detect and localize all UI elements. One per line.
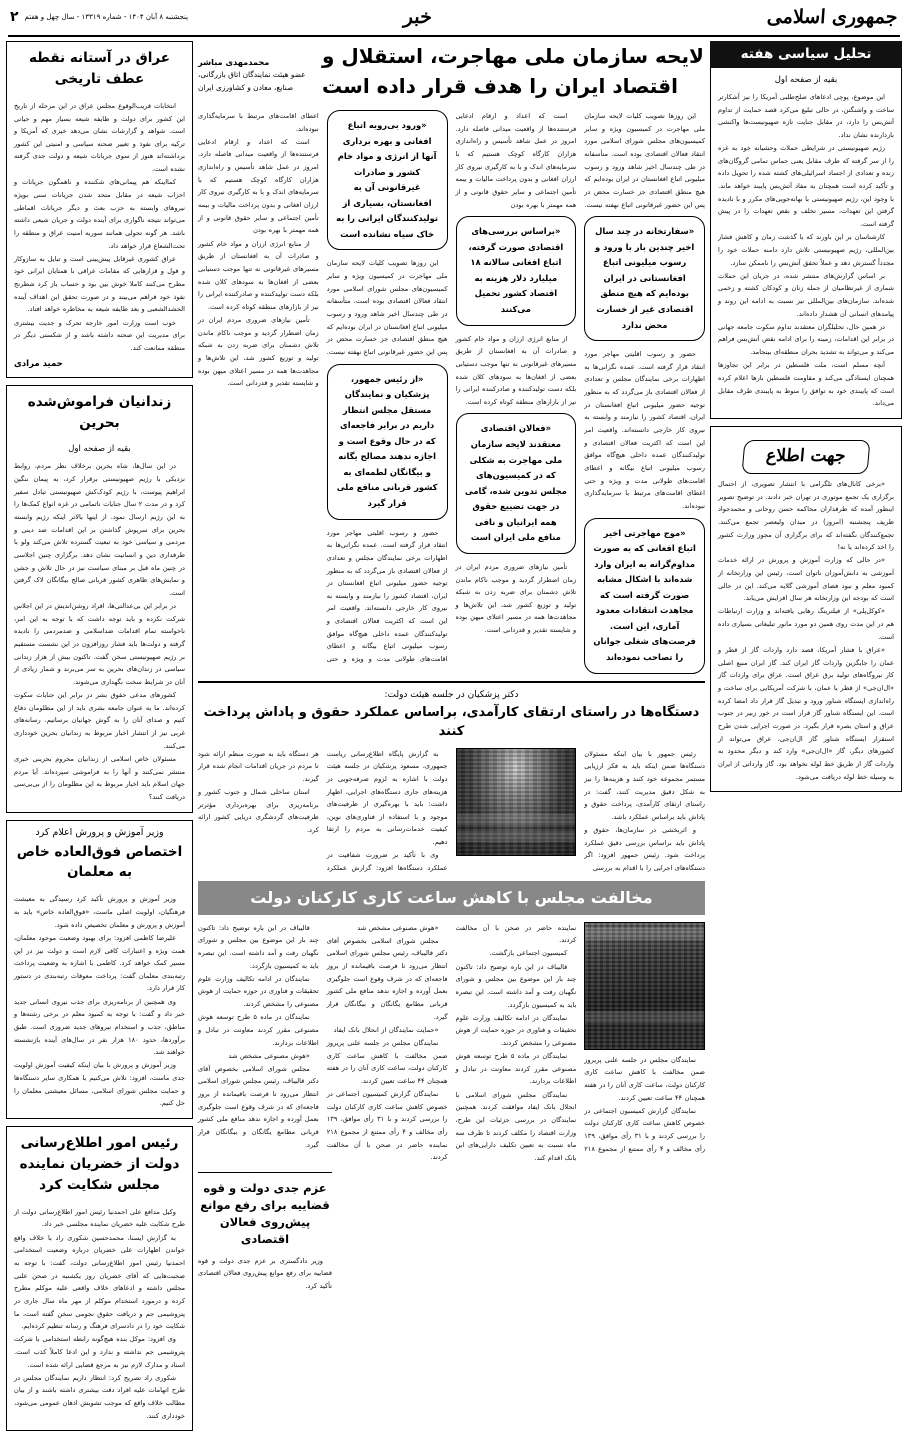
teachers-para: وزیر آموزش و پرورش تأکید کرد رسیدگی به معیشت فرهنگیان، اولویت اصلی ماست، «فوق‌العاده خاص» باید به آموزش و پرورش و معلمان تخصیص داده شود.	[14, 895, 185, 929]
masthead-info	[10, 9, 188, 25]
analysis-para: بر اساس گزارش‌های منتشر شده، در جریان این حملات شماری از غیرنظامیان از جمله زنان و کودکان کشته و زخمی شده‌اند. سازمان‌های بین‌المللی نیز نسبت به ادامه این روند و پیامدهای انسانی آن هشدار داده‌اند.	[718, 271, 894, 318]
analysis-para: رژیم صهیونیستی در شرایطی حملات وحشیانه خود به غزه را از سر گرفته که طرف مقابل یعنی حماس تمامی گروگان‌های زنده و تعدادی از اجساد اسرائیلی‌های کشته شده را تحویل داده و تأکید کرده است همچنان به مفاد آتش‌بس پایبند خواهد ماند. با وجود این، رژیم صهیونیستی با بهانه‌جویی‌های مکرر و با نادیده گرفتن این تعهدات، مسیر تخلف و نقض تعهدات را در پیش گرفته است.	[718, 144, 894, 229]
complaint-article-box	[6, 1126, 193, 1431]
teachers-para: علیرضا کاظمی افزود: برای بهبود وضعیت موجود معلمان، همت ویژه و اعتبارات کافی لازم است و دولت نیز در این مسیر کمک خواهد کرد. کاظمی با اشاره به وضعیت پرداخت رتبه‌بندی معلمان گفت: پرداخت معوقات رتبه‌بندی در دستور کار قرار دارد.	[14, 933, 185, 993]
complaint-headline: رئیس امور اطلاع‌رسانی دولت از خضریان نماینده مجلس شکایت کرد	[19, 1135, 180, 1193]
analysis-para: در همین حال، تحلیلگران معتقدند تداوم سکوت جامعه جهانی در برابر این اقدامات، زمینه را برای ادامه نقض آتش‌بس فراهم می‌کند و می‌تواند به تشدید بحران منطقه‌ای بینجامد.	[718, 322, 894, 357]
analysis-continued: بقیه از صفحه اول	[774, 75, 838, 85]
parliament-para: کمیسیون اجتماعی بازگشت.	[489, 949, 568, 958]
pull-quote: «سفارتخانه در چند سال اخیر چندین بار با ورود و رسوب میلیونی اتباع افغانستانی در ایران بوده‌ایم که هیچ منطق اقتصادی غیر از خسارت محض ندارد	[584, 216, 705, 341]
judiciary-divider	[198, 1172, 332, 1173]
pull-quote: «فعالان اقتصادی معتقدند لایحه سازمان ملی مهاجرت به شکلی که در کمیسیون‌های مجلس تدوین شده، گامی در جهت تضییع حقوق همه ایرانیان و نافی منافع ملی ایران است	[456, 413, 577, 553]
pezeshkian-para: وی با تأکید بر ضرورت شفافیت در عملکرد دستگاه‌ها افزود: گزارش عملکرد هر دستگاه باید به صورت منظم ارائه شود تا مردم در جریان اقدامات انجام شده قرار گیرند.	[198, 749, 448, 872]
pezeshkian-para: و اثربخشی در سازمان‌ها، حقوق و پاداش باید براساس بررسی دقیق عملکرد پرداخت شود. رئیس جمهور افزود: اگر دستگاه‌های اجرایی را با اقدام به بررسی	[584, 825, 705, 872]
lead-para: از منابع انرژی ارزان و مواد خام کشور و صادرات آن به افغانستان از طریق مسیرهای غیرقانونی نه تنها موجب دستیابی بعضی از افغان‌ها به سودهای کلان شده بلکه دست تولیدکننده و صادرکننده ایرانی را نیز از بازارهای منطقه کوتاه کرده است.	[455, 334, 577, 406]
bahrain-para: مسئولان خاص اسلامی از زندانیان محروم بحرینی خبری منتشر نمی‌کنند و آنها را به فراموشی سپرده‌اند. آیا مردم جهان اسلام باید اخبار مربوط به این مظلومان را از بی‌بی‌سی دریافت کنند؟	[14, 754, 185, 801]
iraq-para: عراق کشوری غیرقابل پیش‌بینی است و تبایل به سازوکار و قول و قرارهایی که مقامات عراقی با همتایان ایرانی خود مطرح می‌کنند کاملا خوش بین بود و حساب باز کرد شطرنج نفوذ خود فراهم می‌بیند و در صورت تحقق این اهداف آینده الحشدالشعبی و بعد طایفه شیعه به مخاطره خواهد افتاد.	[14, 254, 185, 314]
pull-quote: «از رئیس جمهور، پزشکیان و نمایندگان مستقل مجلس انتظار داریم در برابر فاجعه‌ای که در حال وقوع است و اجازه ندهند مصالح یگانه و بیگانگان لطمه‌ای به کشور قربانی منافع ملی قرار گیرد	[327, 364, 448, 520]
pezeshkian-para: رئیس جمهور با بیان اینکه مسئولان دستگاه‌ها ضمن اینکه باید به فکر ارزیابی مستمر مجموعه خود کنند و هزینه‌ها را نیز به شکل دقیق مدیریت کنند، گفت: در راستای ارتقای کارآمدی، پرداخت حقوق و پاداش باید براساس عملکرد باشد.	[584, 749, 705, 821]
lead-para: این روزها تصویب کلیات لایحه سازمان ملی مهاجرت در کمیسیون ویژه و سایر کمیسیون‌های مجلس شورای اسلامی مورد انتقاد فعالان اقتصادی بوده است. متأسفانه در طی چندسال اخیر شاهد ورود و رسوب میلیونی اتباع افغانستان در ایران بوده‌ایم که هیچ منطق اقتصادی جز خسارت محض در پس این حضور غیرقانونی اتباع نهفته نیست.	[584, 112, 705, 209]
bahrain-para: در برابر این بی‌عدالتی‌ها، افراد روشن‌اندیش در این اجلاس شرکت نکرده و باید توجه داشت که با توجه به این امر، ناخواسته تمام اقدامات ضداسلامی و ضدمردمی را نادیده گرفته و دولت‌ها باید فشار روزافزون در این نشست مستقیم بر رژیم صهیونیستی سخن گفت. تاکنون بیش از هزار زندانی سیاسی در زندان‌های بحرین به سر می‌برند و شمار زیادی از آنان در شرایط سخت نگهداری می‌شوند.	[14, 602, 185, 686]
teachers-kicker: وزیر آموزش و پرورش اعلام کرد	[35, 826, 164, 838]
jahat-etela-box	[710, 426, 902, 792]
parliament-para: نمایندگان در ادامه تکالیف وزارت علوم تحقیقات و فناوری در حوزه حمایت از هوش مصنوعی را مشخص کردند.	[198, 974, 319, 1009]
iraq-para: خوب است وزارت امور خارجه تحرک و جدیت بیشتری برای مدیریت این صحنه داشته باشد و از شکستی دیگر در منطقه ممانعت کند.	[14, 318, 185, 352]
iraq-para: کمااینکه هم پیمانی‌های شکننده و ناهمگون جریانات و احزاب شیعه در مقابل متحد شدن جریانات سنی بویژه نیروهای وابسته به حزب بعث و دیگر جریانات اقماطی می‌تواند نتیجه ناگواری برای آینده دولت و جریان شیعی داشته باشد. هر گونه تحولی همانند سوریه امنیت عراق و منطقه را تحت‌الشعاع قرار خواهد داد.	[14, 178, 185, 250]
pezeshkian-para: استان ساحلی شمال و جنوب کشور و برنامه‌ریزی برای بهره‌برداری مؤثرتر ظرفیت‌های گردشگری دریایی کشور ارائه کرد.	[198, 788, 319, 834]
analysis-box	[710, 68, 902, 419]
parliament-para: نمایندگان گزارش کمیسیون اجتماعی در خصوص کاهش ساعت کاری کارکنان دولت را بررسی کردند و با ۳۱ رأی موافق، ۱۳۹ رأی مخالف و ۴ رأی ممتنع از مجموع ۲۱۸ نماینده حاضر در صحن با آن مخالفت کردند.	[455, 923, 706, 1153]
author-role: عضو هیئت نمایندگان اتاق بازرگانی، صنایع، معادن و کشاورزی ایران	[198, 70, 306, 92]
lead-para: تأمین نیازهای ضروری مردم ایران در زمان اضطرار گردید و موجب ناکام ماندن تلاش دشمنان برای ضربه زدن به شبکه تولید و توزیع کشور شد، این تلاش‌ها و مجاهدت‌ها همه در مسیر اعتلای میهن بوده و شایسته تقدیر و قدردانی است.	[198, 316, 319, 388]
left-sidebar	[6, 41, 193, 1438]
parliament-para: نمایندگان در ادامه تکالیف وزارت علوم تحقیقات و فناوری در حوزه حمایت از هوش مصنوعی را مشخص کردند.	[455, 1013, 577, 1047]
pull-quote: «موج مهاجرتی اخیر اتباع افغانی که به صورت مداوم‌گرانه به ایران وارد شده‌اند با اشکال مشابه صورت گرفته است که مجاهدت انتقادات معدود آماری، این است. فرصت‌های شغلی جوانان را تصاحب نموده‌اند	[584, 518, 705, 674]
parliament-para: مجلس شورای اسلامی بخصوص آقای دکتر قالیباف، رئیس مجلس شورای اسلامی انتظار می‌رود تا فرصت باقیمانده از بروز فاجعه‌ای که در شرف وقوع است جلوگیری بعمل آورده و اجازه ندهد منافع ملی کشور قربانی مطامع یگانگان و بیگانگان قرار گیرد.	[198, 1064, 319, 1149]
bahrain-para: کشورهای مدعی حقوق بشر در برابر این جنایات سکوت کرده‌اند. ما به عنوان جامعه بشری باید از این مظلومان دفاع کنیم و صدای آنان را به گوش جهانیان برسانیم. رسانه‌های غربی نیز از انتشار اخبار مربوط به زندانیان بحرین خودداری می‌کنند.	[14, 691, 185, 750]
parliament-subhead: نمایندگان مجلس شورای اسلامی با انحلال بانک ایفاد موافقت کردند. همچنین نمایندگان در بررسی جزئیات این طرح، وزارت اقتصاد را مکلف کردند تا ظرف سه ماه نسبت به تعیین تکلیف دارایی‌های این بانک اقدام کند.	[455, 1090, 577, 1162]
bahrain-continued: بقیه از صفحه اول	[68, 444, 131, 455]
complaint-para: به گزارش ایسنا، محمدحسین شکوری راد با خلاف واقع خواندن اظهارات علی خضریان درباره وضعیت استخدامی احمدنیا رئیس امور اطلاع‌رسانی دولت، گفت: با توجه به صحبت‌هایی که آقای خضریان روز یکشنبه در صحن علنی مجلس داشته و ادعاهای خلاف واقعی علیه موکلم مطرح کرده و درمورد استخدام موکلم از مهر ماه سال جاری در پتروشیمی جم و دریافت حقوق نجومی سخن گفته است، ما شکایت خود را در دادسرای فرهنگ و رسانه تنظیم کرده‌ایم.	[14, 1233, 185, 1331]
iraq-byline: حمید مرادی	[14, 359, 63, 370]
bahrain-headline: زندانیان فراموش‌شده بحرین	[27, 394, 172, 432]
lead-para: تأمین نیازهای ضروری مردم ایران در زمان اضطرار گردید و موجب ناکام ماندن تلاش دشمنان برای ضربه زدن به شبکه تولید و توزیع کشور شد، این تلاش‌ها و مجاهدت‌ها همه در مسیر اعتلای میهن بوده و شایسته تقدیر و قدردانی است.	[455, 562, 577, 635]
lead-para: است که اعداد و ارقام ادعایی فرستنده‌ها از واقعیت میدانی فاصله دارد. امروز در عمل شاهد تأسیس و راه‌اندازی هزاران کارگاه کوچک هستیم که با سرمایه‌های اندک و با به کارگیری نیروی کار ارزان افغانی و بدون پرداخت مالیات و بیمه تأمین اجتماعی و سایر حقوق قانونی و از همه مهمتر با بهره بودن	[455, 112, 577, 209]
parliament-body	[198, 922, 705, 1165]
parliament-para: «حمایت نمایندگان از انحلال بانک ایفاد	[333, 1025, 439, 1034]
analysis-header: تحلیل سیاسی هفته	[710, 41, 902, 68]
bahrain-article-box	[6, 385, 193, 812]
section-divider	[198, 681, 705, 683]
masthead	[6, 0, 902, 34]
parliament-para: نمایندگان در ماده ۵ طرح توسعه هوش مصنوعی مقرر کردند معاونت در تبادل و اطلاعات بردارند.	[198, 1013, 319, 1047]
pull-quote: «براساس بررسی‌های اقتصادی صورت گرفته، اتباع افغانی سالانه ۱۸ میلیارد دلار هزینه به اقتصاد کشور تحمیل می‌کنند	[456, 216, 577, 325]
lead-para: از منابع انرژی ارزان و مواد خام کشور و صادرات آن به افغانستان از طریق مسیرهای غیرقانونی نه تنها موجب دستیابی بعضی از افغان‌ها به سودهای کلان شده بلکه دست تولیدکننده و صادرکننده ایرانی را نیز از بازارهای منطقه کوتاه کرده است.	[198, 239, 319, 311]
right-sidebar	[710, 41, 902, 799]
analysis-para: آنچه مسلم است، ملت فلسطین در برابر این تجاوزها همچنان ایستادگی می‌کند و مقاومت فلسطین بارها اعلام کرده است که پایبندی خود به توافق را منوط به پایبندی طرف مقابل می‌داند.	[718, 361, 894, 408]
parliament-para: «هوش مصنوعی مشخص شد	[228, 1051, 310, 1060]
parliament-session-photo	[584, 922, 705, 1050]
center-column	[198, 41, 705, 1293]
parliament-para: قالیباف در این باره توضیح داد: تاکنون چند بار این موضوع بین مجلس و شورای نگهبان رفت و آمد داشته است. این تبصره باید به کمیسیون بازگردد.	[455, 962, 577, 1009]
cabinet-meeting-photo	[456, 748, 577, 856]
teachers-headline: اختصاص فوق‌العاده خاص به معلمان	[16, 843, 183, 881]
jahat-etela-logo: جهت اطلاع	[742, 440, 870, 474]
author-name: محمدمهدی مباشر	[198, 57, 270, 67]
pezeshkian-article	[198, 690, 705, 875]
parliament-para: نمایندگان مجلس در جلسه علنی پریروز ضمن مخالفت با کاهش ساعت کاری کارکنان دولت، ساعت کاری آنان را در هفته همچنان ۴۴ ساعت تعیین کردند.	[584, 1055, 705, 1102]
lead-para: این روزها تصویب کلیات لایحه سازمان ملی مهاجرت در کمیسیون ویژه و سایر کمیسیون‌های مجلس شورای اسلامی مورد انتقاد فعالان اقتصادی بوده است. متأسفانه در طی چندسال اخیر شاهد ورود و رسوب میلیونی اتباع افغانستان در ایران بوده‌ایم که هیچ منطق اقتصادی جز خسارت محض در پس این حضور غیرقانونی اتباع نهفته نیست.	[326, 259, 448, 356]
teachers-para: وی همچنین از برنامه‌ریزی برای جذب نیروی انسانی جدید خبر داد و گفت: با توجه به کمبود معلم در برخی رشته‌ها و مناطق، جذب و استخدام نیروهای جدید ضروری است. طبق برآوردها، حدود ۱۸۰ هزار نفر در سال‌های آینده بازنشسته خواهند شد.	[14, 997, 186, 1057]
iraq-para: انتخابات قریب‌الوقوع مجلس عراق در این مرحله از تاریخ این کشور برای دولت و طایفه شیعه بسیار مهم و حیاتی است. شواهد و گزارشات نشان می‌دهد خیزی که آمریکا و ترکیه برای نفوذ و تغییر صحنه سیاسی و امنیتی این کشور برداشته‌اند هنوز از سوی جریانات شیعه و دولت جدی گرفته نشده است.	[14, 101, 185, 174]
pezeshkian-para: به گزارش پایگاه اطلاع‌رسانی ریاست جمهوری، مسعود پزشکیان در جلسه هیئت دولت با اشاره به لزوم صرفه‌جویی در هزینه‌های جاری دستگاه‌های اجرایی، اظهار داشت: باید با بهره‌گیری از ظرفیت‌های موجود و با استفاده از فناوری‌های نوین، کیفیت خدمات‌رسانی به مردم را ارتقا دهیم.	[326, 749, 448, 847]
lead-author-block	[198, 41, 310, 95]
pezeshkian-body	[198, 748, 705, 875]
lead-headline-block	[198, 41, 705, 101]
newspaper-logo: جمهوری اسلامی	[766, 6, 899, 28]
parliament-para: قالیباف در این باره توضیح داد: تاکنون چند بار این موضوع بین مجلس و شورای نگهبان رفت و آمد داشته است. این تبصره باید به کمیسیون بازگردد.	[198, 923, 319, 970]
bahrain-para: در این سال‌ها، شاه بحرین برخلاف نظر مردم، روابط نزدیکی با رژیم صهیونیستی برقرار کرد، به پیمان ننگین ابراهیم پیوست، با رژیم کودک‌کش صهیونیستی تبادل سفیر کرد و در مدت ۲ سال جنایات ناتمامی در غزه انواع کمک‌ها را به این رژیم ارسال نمود. از اینها بالاتر اینکه رژیم وابسته بحرین برای سرپوش گذاشتن بر این اقدامات ضد دینی و مردمی و سیاسی خود به تبعیت گسترده تلاش می‌کند ولو با طرفداری دین و انسانیت نشان دهد. برگزاری چنین اجلاسی در چنین ماه قبل بر مبنای سیاست نیز در حال تلاش و جشن و نمایش‌های ظاهری کشور قربانی صالح بیگانگان لاک گرفتن است.	[14, 462, 185, 597]
parliament-para: نمایندگان گزارش کمیسیون اجتماعی در خصوص کاهش ساعت کاری کارکنان دولت را بررسی کردند و با ۳۱ رأی موافق، ۱۳۹ رأی مخالف و ۴ رأی ممتنع از مجموع ۲۱۸ نماینده حاضر در صحن با آن مخالفت کردند.	[326, 1090, 448, 1162]
iraq-headline: عراق در آستانه نقطه عطف تاریخی	[29, 50, 170, 87]
lead-para: حضور و رسوب اقلیتی مهاجر مورد انتقاد قرار گرفته است. عمده نگرانی‌ها به اظهارات برخی نمایندگان مجلس و تعدادی از فعالان اقتصادی باز می‌گردد که به منظور توجیه حضور میلیونی اتباع افغانستان در ایران، اقتصاد کشور را نیازمند و وابسته به نیروی کار خارجی دانسته‌اند. واقعیت امر این است که اکثریت فعالان اقتصادی و تولیدکنندگان عمده داخلی هیچ‌گاه موافق رسوب میلیونی اتباع بیگانه و اعطای اقامت‌های طولانی مدت و ویژه و حتی اعطای اقامت‌های مرتبط با سرمایه‌گذاری نبوده‌اند.	[198, 112, 448, 664]
pezeshkian-headline: دستگاه‌ها در راستای ارتقای کارآمدی، براساس عملکرد حقوق و پاداش پرداخت کنند	[203, 704, 700, 740]
lead-headline: لایحه سازمان ملی مهاجرت، استقلال و اقتصاد ایران را هدف قرار داده است	[322, 44, 704, 98]
jahat-etela-logo-wrap	[718, 433, 894, 478]
analysis-para: کارشناسان بر این باورند که با گذشت زمان و کاهش فشار بین‌المللی، رژیم صهیونیستی تلاش دارد دامنه حملات خود را مجدداً گسترش دهد و عملاً تحقق آتش‌بس را ناممکن سازد.	[718, 233, 894, 267]
lead-para: است که اعداد و ارقام ادعایی فرستنده‌ها از واقعیت میدانی فاصله دارد. امروز در عمل شاهد تأسیس و راه‌اندازی هزاران کارگاه کوچک هستیم که با سرمایه‌های اندک و با به کارگیری نیروی کار ارزان افغانی و بدون پرداخت مالیات و بیمه تأمین اجتماعی و سایر حقوق قانونی و از همه مهمتر با بهره بودن	[198, 137, 319, 235]
complaint-para: شکوری راد تصریح کرد: انتظار داریم نمایندگان مجلس در طرح اتهامات علیه افراد دقت بیشتری داشته باشند و از بیان مطالب خلاف واقع که موجب تشویش اذهان عمومی می‌شود، خودداری کنند.	[14, 1373, 185, 1420]
analysis-para: این موضوع، پوچی ادعاهای صلح‌طلبی آمریکا را نیز آشکارتر ساخت و واشنگتن، در حالی تبلیغ می‌کرد قصد حمایت از تداوم آتش‌بس را دارد، در مقابل جنایت تازه صهیونیست‌ها واکنشی بازدارنده نشان نداد.	[718, 93, 894, 139]
parliament-para: «هوش مصنوعی مشخص شد	[357, 923, 439, 932]
jahat-item: «عراق با فشار آمریکا، قصد دارد واردات گاز از قطر و عمان را جایگزین واردات گاز ایران کند. گاز ایران منبع اصلی کار نیروگاه‌های تولید برق عراق است. عراق برای واردات گاز «ال‌ان‌جی» از قطر یا عمان، با شرکت آمریکایی برای ساخت و راه‌اندازی ایستگاه شناور ورود و تبدیل گاز قرار داد امضا کرده است. این ایستگاه شناور گاز قرار است در خور زبیر در جنوب عراق و استان بصره قرار بگیرد. در صورت اجرایی شدن طرح استقرار ایستگاه شناور گاز ال‌ان‌جی، عراق می‌تواند از کشورهای دیگر، گاز «ال‌ان‌جی» وارد کند و دیگر محدود به واردات گاز از طریق خط لوله نخواهد بود. گاز وارداتی از ایران به وسیله خط لوله دریافت می‌شود.	[718, 645, 894, 781]
parliament-para: نمایندگان مجلس در جلسه علنی پریروز ضمن مخالفت با کاهش ساعت کاری کارکنان دولت، ساعت کاری آنان را در هفته همچنان ۴۴ ساعت تعیین کردند.	[326, 1039, 448, 1085]
judiciary-para: وزیر دادگستری بر عزم جدی دولت و قوه قضاییه برای رفع موانع پیش‌روی فعالان اقتصادی تأکید کرد.	[198, 1256, 332, 1290]
page-number: ۲	[10, 9, 19, 25]
teachers-article-box	[6, 820, 193, 1120]
judiciary-article	[198, 1172, 332, 1293]
teachers-para: وزیر آموزش و پرورش با بیان اینکه کیفیت آموزش اولویت جدی ماست، افزود: تلاش می‌کنیم با همکاری سایر دستگاه‌ها و حمایت مجلس شورای اسلامی، مسائل معیشتی معلمان را حل کنیم.	[14, 1061, 185, 1108]
lead-para: حضور و رسوب اقلیتی مهاجر مورد انتقاد قرار گرفته است. عمده نگرانی‌ها به اظهارات برخی نمایندگان مجلس و تعدادی از فعالان اقتصادی باز می‌گردد که به منظور توجیه حضور میلیونی اتباع افغانستان در ایران، اقتصاد کشور را نیازمند و وابسته به نیروی کار خارجی دانسته‌اند. واقعیت امر این است که اکثریت فعالان اقتصادی و تولیدکنندگان عمده داخلی هیچ‌گاه موافق رسوب میلیونی اتباع بیگانه و اعطای اقامت‌های طولانی مدت و ویژه و حتی اعطای اقامت‌های مرتبط با سرمایه‌گذاری نبوده‌اند.	[584, 350, 705, 510]
iraq-article-box	[6, 41, 193, 378]
judiciary-headline: عزم جدی دولت و قوه قضاییه برای رفع موانع پیش‌روی فعالان اقتصادی	[200, 1180, 330, 1247]
lead-article-body	[198, 110, 705, 674]
parliament-headline: مخالفت مجلس با کاهش ساعت کاری کارکنان دولت	[198, 881, 705, 915]
parliament-para: نمایندگان در ماده ۵ طرح توسعه هوش مصنوعی مقرر کردند معاونت در تبادل و اطلاعات بردارند.	[455, 1052, 577, 1086]
pull-quote: «ورود بی‌رویه اتباع افغانی و بهره برداری آنها از انرژی و مواد خام کشور و صادرات غیرقانونی آن به افغانستان، بسیاری از تولیدکنندگان ایرانی را به خاک سیاه نشانده است	[327, 110, 448, 250]
complaint-para: وی افزود: موکل بنده هیچ‌گونه رابطه استخدامی با شرکت پتروشیمی جم نداشته و ندارد و این ادعا کاملاً کذب است. اسناد و مدارک لازم نیز به مرجع قضایی ارائه شده است.	[14, 1335, 185, 1369]
parliament-para: مجلس شورای اسلامی بخصوص آقای دکتر قالیباف، رئیس مجلس شورای اسلامی انتظار می‌رود تا فرصت باقیمانده از بروز فاجعه‌ای که در شرف وقوع است جلوگیری بعمل آورده و اجازه ندهد منافع ملی کشور قربانی مطامع یگانگان و بیگانگان قرار گیرد.	[326, 936, 448, 1021]
jahat-item: «برخی کانال‌های تلگرامی با انتشار تصویری، از احتمال برگزاری یک تجمع موتوری در تهران خبر دادند. در توضیح تصویر اینطور آمده که طرفداران محاکمه حسن روحانی و محمدجواد ظریف پنجشنبه (امروز) در میدان ولیعصر تجمع می‌کنند. تجمع‌کنندگان نگفته‌اند که برای برگزاری آن مجوز وزارت کشور را اخذ کرده‌اند یا نه!	[718, 479, 894, 552]
pezeshkian-kicker: دکتر پزشکیان در جلسه هیئت دولت:	[384, 689, 519, 700]
masthead-rule	[8, 35, 900, 37]
jahat-item: «در حالی که وزارت آموزش و پرورش در ارائه خدمات آموزشی به دانش‌آموزان ناتوان است، رئیس این وزارتخانه از کمبود معلم و نبود فضای آموزشی گلایه می‌کند. این در حالی است که بودجه این وزارتخانه هر سال افزایش می‌یابد.	[718, 556, 894, 603]
page-body	[6, 41, 902, 1420]
complaint-para: وکیل مدافع علی احمدنیا رئیس امور اطلاع‌رسانی دولت از طرح شکایت علیه خضریان نماینده مجلسی خبر داد.	[14, 1207, 185, 1229]
dateline: پنجشنبه ۸ آبان ۱۴۰۴ - شماره ۱۳۳۱۹ - سال چهل و هفتم	[24, 13, 189, 21]
section-title: خبر	[402, 6, 433, 28]
jahat-item: «کوکل‌پلی» از فیلترینگ رهایی یافته‌اند و وزارت ارتباطات هم در این مدت روی همین دو مورد مانور تبلیغاتی بسیاری داده است.	[718, 607, 894, 641]
